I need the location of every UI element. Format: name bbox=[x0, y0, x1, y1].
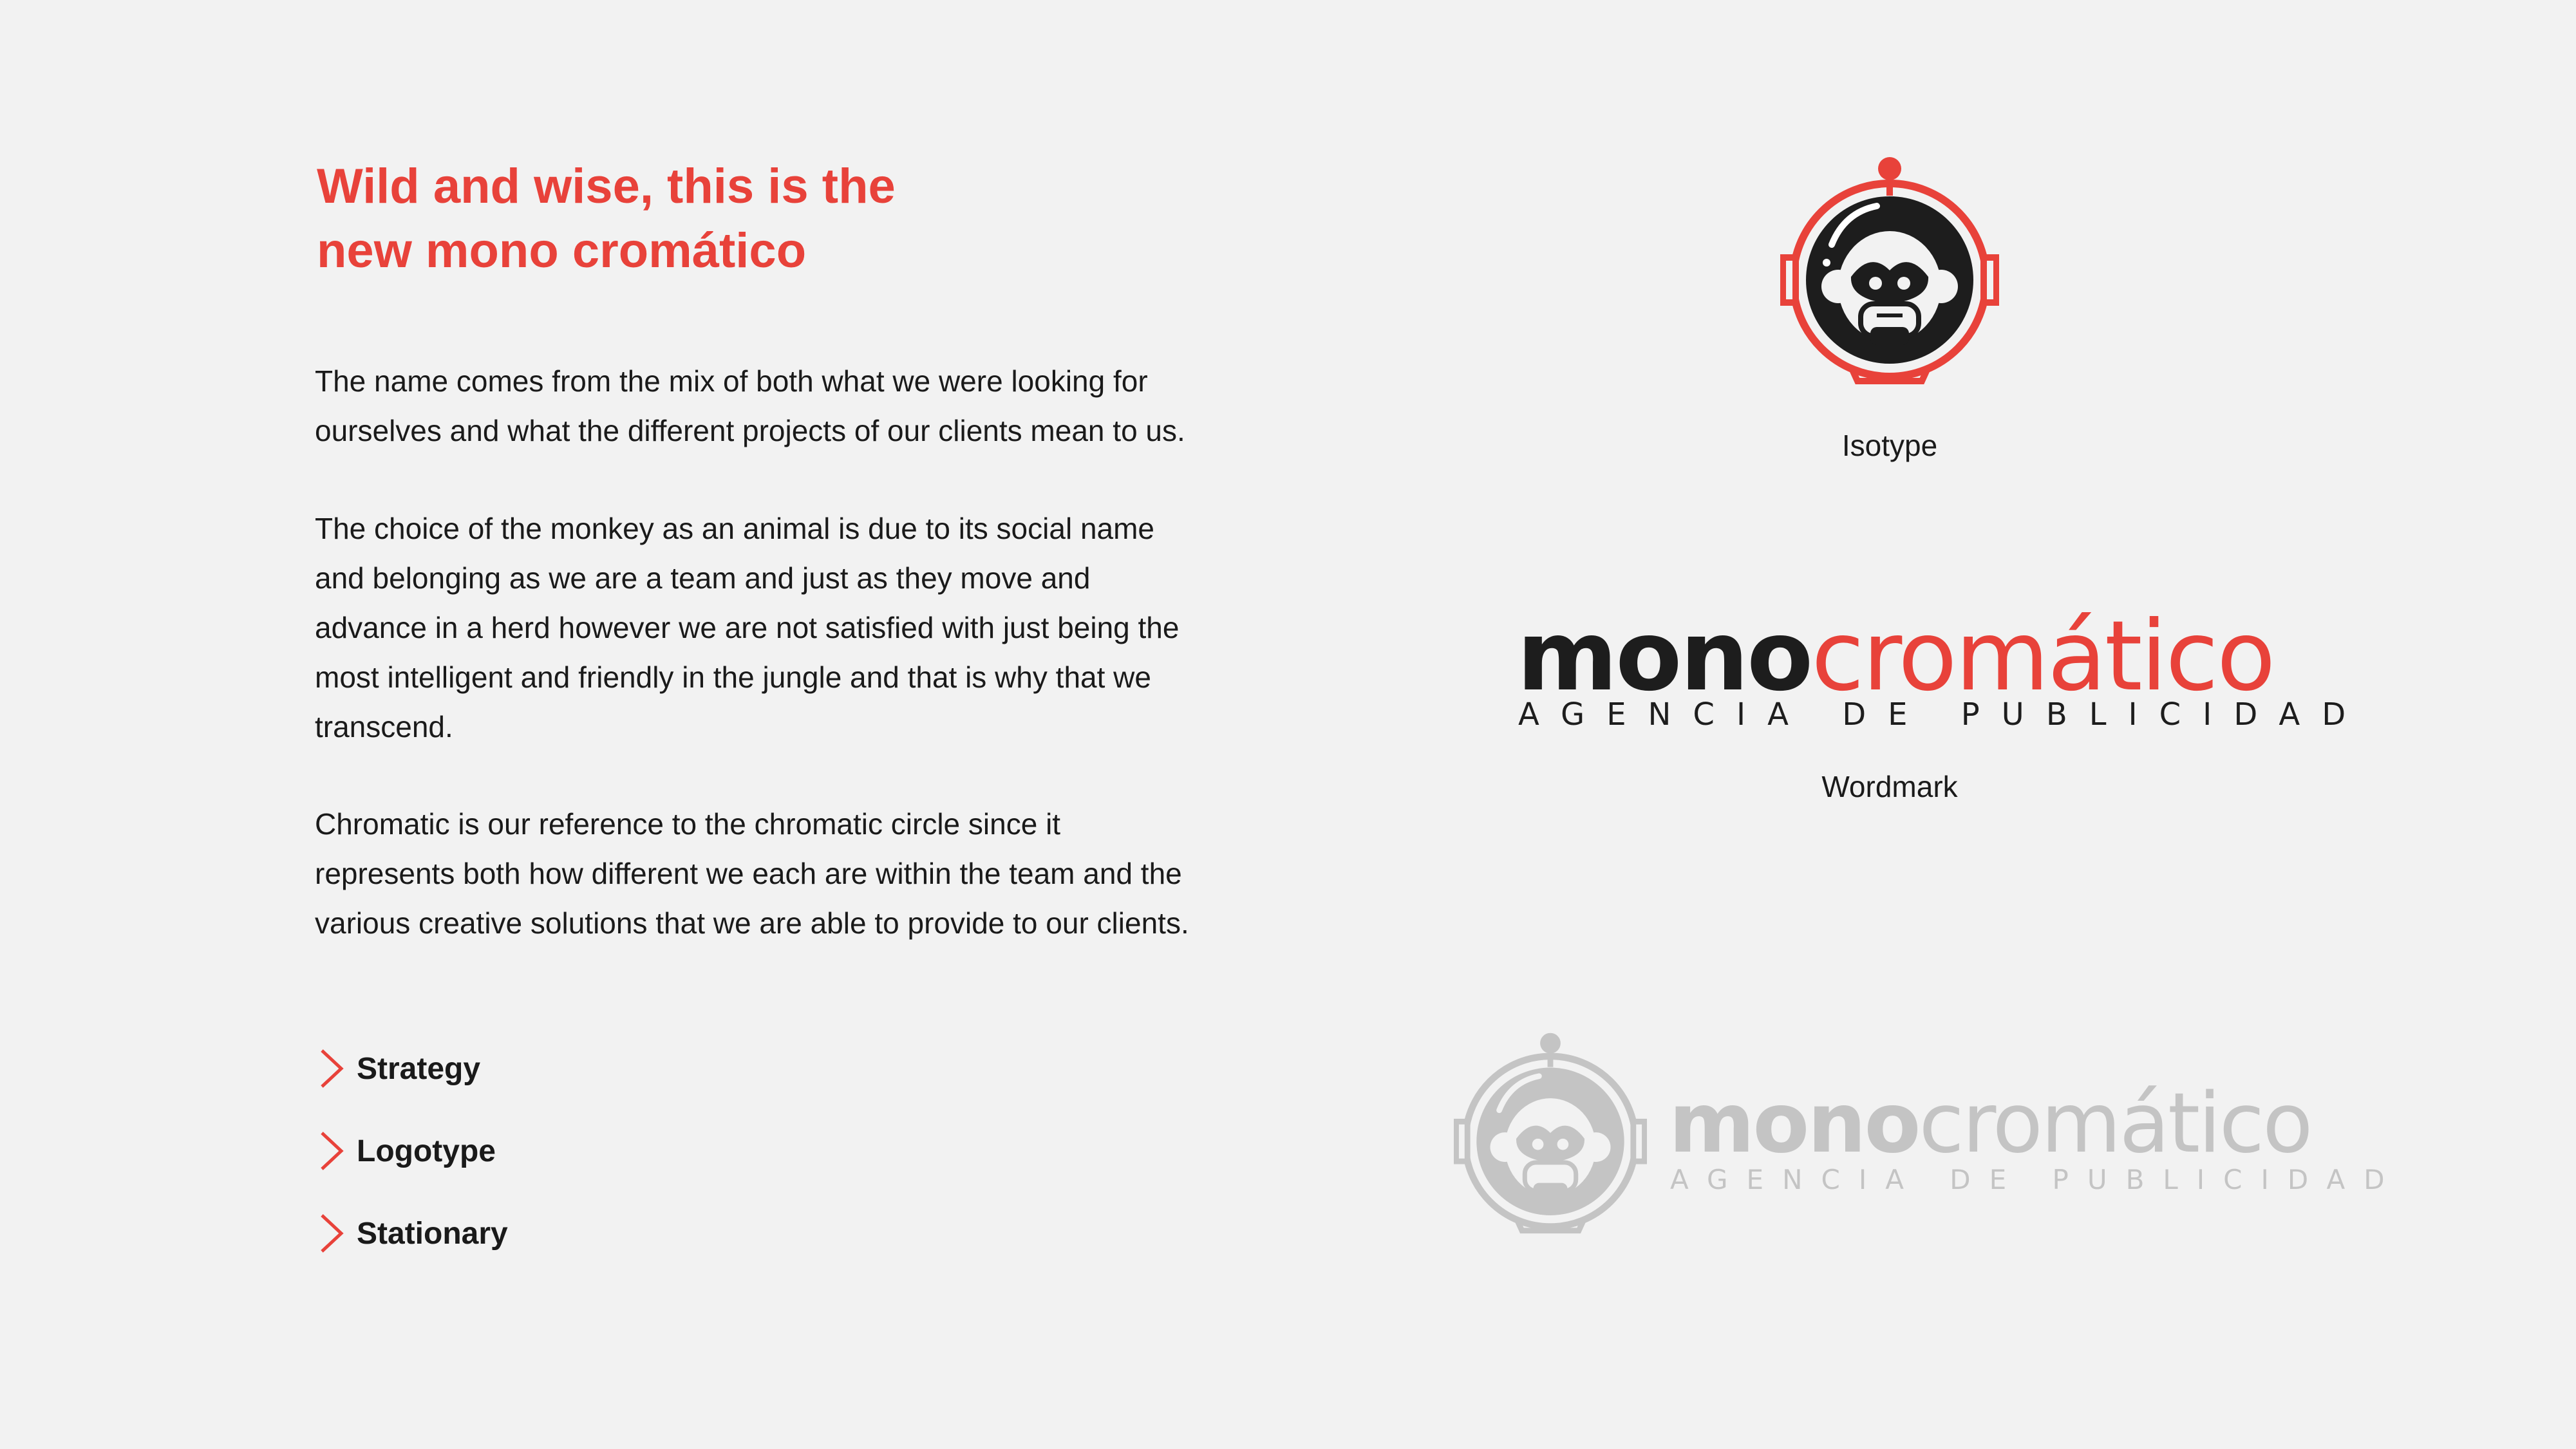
grey-wordmark-cromatico: cromático bbox=[1919, 1076, 2311, 1172]
p2-line-4: most intelligent and friendly in the jungle and that is why that we bbox=[315, 660, 1151, 694]
grey-isotype-logo bbox=[1454, 1030, 1647, 1236]
title-line-2: new mono cromático bbox=[317, 223, 807, 278]
isotype-logo bbox=[1780, 154, 1999, 386]
link-label: Strategy bbox=[357, 1051, 481, 1086]
p2-line-1: The choice of the monkey as an animal is due to its social name bbox=[315, 512, 1155, 545]
wordmark-mono: mono bbox=[1517, 601, 1812, 713]
link-logotype[interactable] bbox=[317, 1125, 508, 1177]
p2-line-2: and belonging as we are a team and just as they move and bbox=[315, 561, 1091, 595]
title-line-1: Wild and wise, this is the bbox=[317, 159, 896, 214]
wordmark-tagline: AGENCIA DE PUBLICIDAD bbox=[1518, 696, 2368, 733]
grey-wordmark-tagline: AGENCIA DE PUBLICIDAD bbox=[1670, 1164, 2403, 1195]
grey-wordmark-mono: mono bbox=[1669, 1076, 1919, 1172]
monkey-astronaut-grey-icon bbox=[1454, 1030, 1647, 1236]
monkey-astronaut-icon bbox=[1780, 154, 1999, 386]
p2-line-3: advance in a herd however we are not satisfied with just being the bbox=[315, 611, 1180, 644]
wordmark-cromatico: cromático bbox=[1811, 601, 2274, 713]
p3-line-1: Chromatic is our reference to the chromatic circle since it bbox=[315, 807, 1061, 841]
section-links bbox=[317, 1043, 508, 1290]
p1-line-1: The name comes from the mix of both what we were looking for bbox=[315, 364, 1148, 398]
wordmark-caption: Wordmark bbox=[1821, 770, 1958, 803]
p3-line-2: represents both how different we each are within the team and the bbox=[315, 857, 1182, 890]
chevron-right-icon bbox=[317, 1128, 349, 1173]
isotype-caption: Isotype bbox=[1841, 429, 1938, 462]
chevron-right-icon bbox=[317, 1211, 349, 1256]
intro-paragraph-monkey bbox=[315, 504, 1268, 752]
grey-wordmark-logo bbox=[1669, 1076, 2311, 1172]
intro-paragraph-chromatic bbox=[315, 799, 1268, 948]
page-title bbox=[317, 154, 1089, 283]
p3-line-3: various creative solutions that we are able to provide to our clients. bbox=[315, 906, 1189, 940]
link-stationary[interactable] bbox=[317, 1208, 508, 1259]
link-label: Stationary bbox=[357, 1216, 508, 1251]
p2-line-5: transcend. bbox=[315, 710, 453, 743]
chevron-right-icon bbox=[317, 1046, 349, 1091]
link-label: Logotype bbox=[357, 1134, 496, 1168]
wordmark-logo bbox=[1517, 601, 2274, 713]
p1-line-2: ourselves and what the different projects of our clients mean to us. bbox=[315, 414, 1185, 447]
intro-paragraph-name bbox=[315, 357, 1268, 456]
link-strategy[interactable] bbox=[317, 1043, 508, 1094]
